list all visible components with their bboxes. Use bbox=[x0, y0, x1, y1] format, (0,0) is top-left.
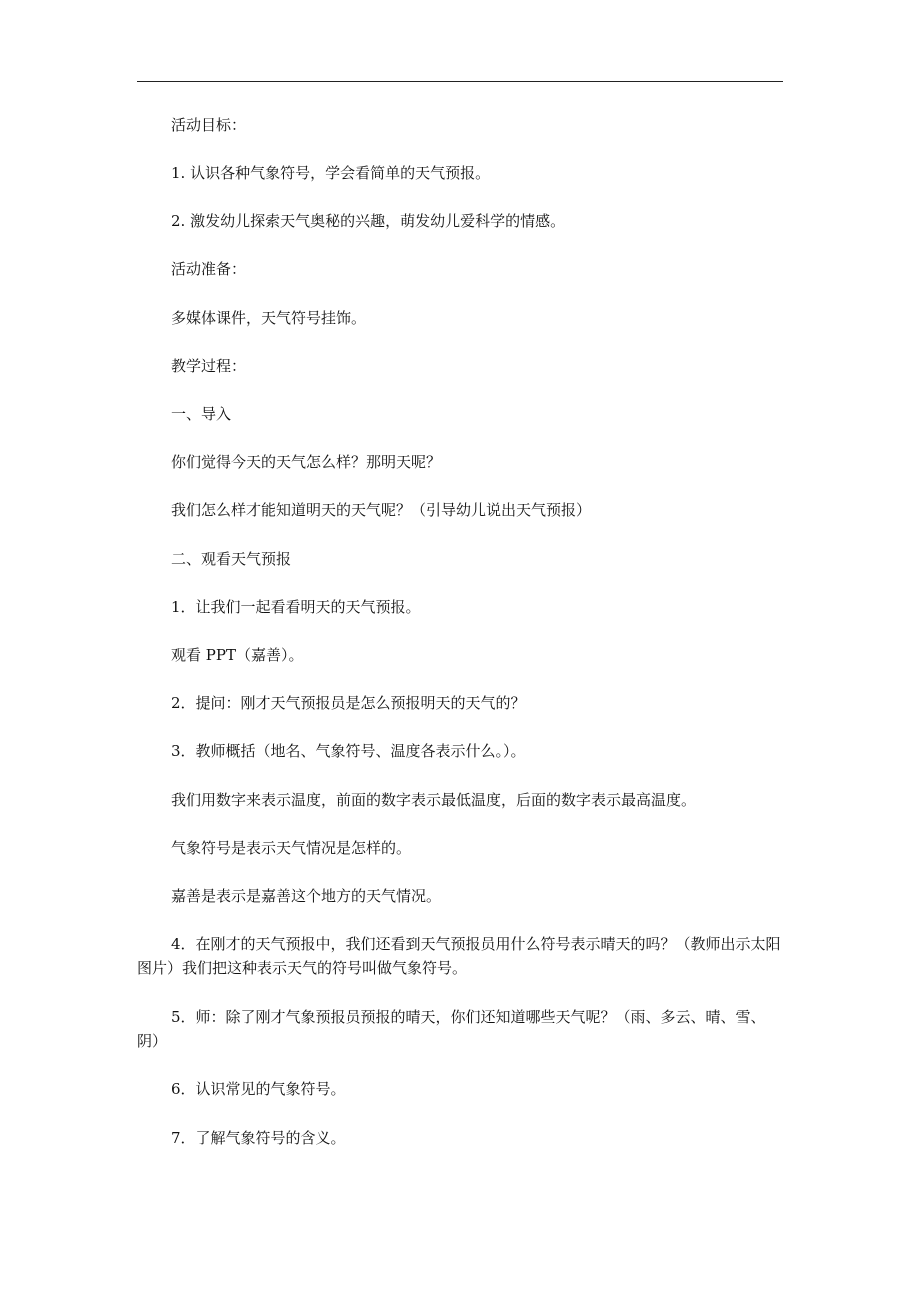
paragraph: 多媒体课件，天气符号挂饰。 bbox=[171, 309, 367, 327]
paragraph: 3．教师概括（地名、气象符号、温度各表示什么。）。 bbox=[171, 742, 526, 760]
section-heading-process: 教学过程： bbox=[171, 357, 247, 375]
paragraph: 6．认识常见的气象符号。 bbox=[171, 1080, 346, 1098]
paragraph: 7．了解气象符号的含义。 bbox=[171, 1129, 346, 1147]
paragraph: 观看 PPT（嘉善）。 bbox=[171, 646, 304, 664]
header-rule bbox=[137, 81, 783, 82]
paragraph: 我们用数字来表示温度，前面的数字表示最低温度，后面的数字表示最高温度。 bbox=[171, 791, 697, 809]
subsection-heading: 一、导入 bbox=[171, 405, 232, 423]
paragraph: 嘉善是表示是嘉善这个地方的天气情况。 bbox=[171, 887, 442, 905]
paragraph: 4．在刚才的天气预报中，我们还看到天气预报员用什么符号表示晴天的吗？（教师出示太阳图片）我们把这种表示天气的符号叫做气象符号。 bbox=[137, 935, 781, 977]
section-heading-preparation: 活动准备： bbox=[171, 260, 247, 278]
paragraph: 5．师：除了刚才气象预报员预报的晴天，你们还知道哪些天气呢？（雨、多云、晴、雪、阴） bbox=[137, 1008, 766, 1050]
section-heading-goals: 活动目标： bbox=[171, 116, 247, 134]
paragraph: 1. 认识各种气象符号，学会看简单的天气预报。 bbox=[171, 164, 491, 182]
subsection-heading: 二、观看天气预报 bbox=[171, 550, 292, 568]
paragraph: 气象符号是表示天气情况是怎样的。 bbox=[171, 839, 412, 857]
paragraph: 2．提问：刚才天气预报员是怎么预报明天的天气的？ bbox=[171, 694, 526, 712]
paragraph: 我们怎么样才能知道明天的天气呢？（引导幼儿说出天气预报） bbox=[171, 501, 592, 519]
paragraph: 1．让我们一起看看明天的天气预报。 bbox=[171, 598, 421, 616]
paragraph: 2. 激发幼儿探索天气奥秘的兴趣，萌发幼儿爱科学的情感。 bbox=[171, 212, 566, 230]
paragraph: 你们觉得今天的天气怎么样？那明天呢？ bbox=[171, 453, 442, 471]
